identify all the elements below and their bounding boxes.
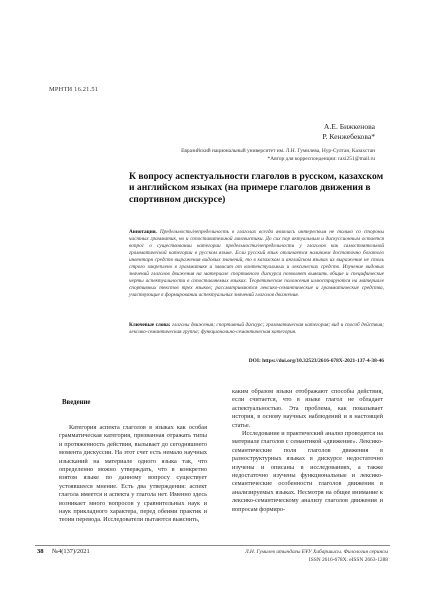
abstract-text: Предельность/непредельность в глаголах всегда являлась интересным не только со стороны частных грамматик, но и сопоставительной лингвистики. До сих пор актуальным и дискуссионным остается вопрос о существовании категории предельности/непредельности у глаголов как самостоятельной грамматической категории в русском языке. Если русский язык отличается наличием достаточно богатого инвентаря средств выражения видовых значений, то в казахском и английском языках их выражение не столь строго закреплено в грамматике и зависит от контекстуальных и лексических средств. Изучение видовых значений глаголов движения на материале спортивного дискурса позволяет выявить общие и специфические черты аспектуальности в сопоставляемых языках. Теоретические положения иллюстрируются на материале спортивных текстов трех языков; рассматриваются лексико-семантические и грамматические средства, участвующие в формировании аспектуальных значений глаголов движения. — [129, 229, 384, 299]
journal-title: Л.Н. Гумилев атындағы ЕҰУ Хабаршысы. Филология сериясы — [244, 549, 388, 555]
body-paragraph: каким образом языки отображают способы действия, если считается, что в языке глагол не обладает аспектуальностью. Эта проблема, как показывает история, в основу научных наблюдений и в настоящей статье. — [232, 388, 383, 429]
issn: ISSN 2616-678X. eISSN 2663-1288 — [308, 557, 388, 563]
keywords-text: глаголы движения; спортивный дискурс; грамматическая категория; вид и способ действия; лексико-семантическая группа; функционально-семантическая категория. — [129, 322, 385, 336]
abstract — [129, 229, 384, 299]
keywords-label: Ключевые слова: — [129, 322, 171, 328]
article-title: К вопросу аспектуальности глаголов в русском, казахском и английском языках (на примере глаголов движения в спортивном дискурсе) — [129, 171, 384, 205]
mrnti-code: МРНТИ 16.21.51 — [49, 86, 99, 93]
abstract-label: Аннотация. — [129, 229, 157, 235]
corresponding-author: *Автор для корреспонденции: raxi251@mail.ru — [267, 155, 375, 162]
affiliation-line: Евразийский национальный университет им. Л.Н. Гумилева, Нур-Султан, Казахстан — [181, 148, 375, 154]
left-column — [59, 424, 207, 525]
author-1: А.Е. Бижкенова — [323, 122, 375, 131]
body-paragraph: Исследование и практический анализ проводятся на материале глаголов с семантикой «движение». Лексико-семантические поля глаголов движения в разноструктурных языках в дискурсе недостаточно изучены и описаны в исследованиях, а также недостаточно изучены функциональные и лексико-семантические особенности глаголов движения в анализируемых языках. Несмотря на общее внимание к лексико-семантическому анализу глаголов движения и вопросам формиро- — [232, 430, 383, 513]
doi-link[interactable]: DOI: https://doi.org/10.32523/2616-678X-2021-137-4-38-46 — [248, 358, 384, 364]
footer-divider — [35, 545, 390, 546]
affiliation — [75, 148, 375, 163]
author-2: Р. Кенжебекова* — [322, 132, 375, 141]
body-paragraph: Категория аспекта глаголов в языках как особая грамматическая категория, призванная отражать типы и протяженность действия, вызывает до сегодняшнего момента дискуссии. На этот счет есть немало научных изысканий на материале одного языка так, что определенно можно утверждать, что в конкретно взятом языке по данному вопросу существует устоявшееся мнение. Есть два утверждения: аспект глагола имеется и аспекта у глагола нет. Именно здесь возникает много вопросов у сравнительных наук и наук прикладного характера, перед обеими практик и теоии перевода. Исследователи пытаются выяснить, — [59, 424, 207, 524]
issue-number: №4(137)/2021 — [52, 548, 90, 555]
page-number: 38 — [37, 548, 44, 555]
keywords — [129, 322, 384, 336]
right-column — [232, 388, 383, 514]
intro-heading: Введение — [62, 399, 91, 406]
